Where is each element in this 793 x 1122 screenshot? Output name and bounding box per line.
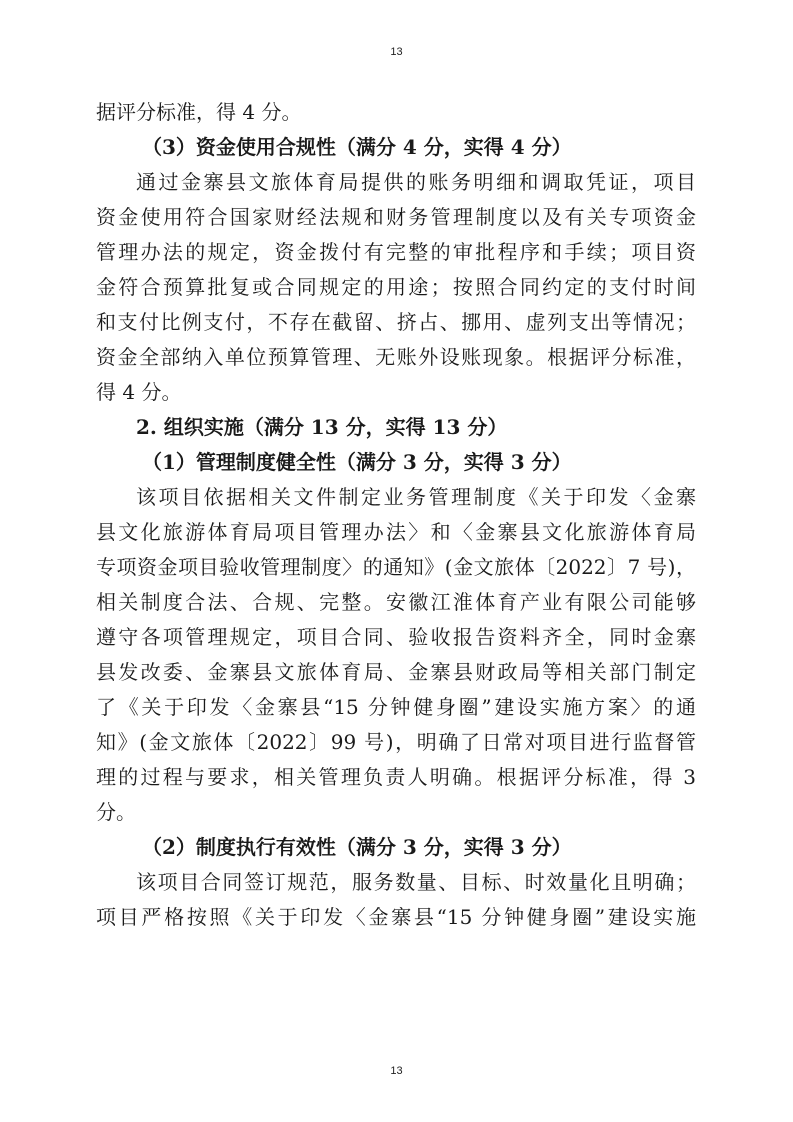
section-heading: （2）制度执行有效性（满分 3 分，实得 3 分） bbox=[142, 835, 572, 859]
paragraph-line: 了《关于印发〈金寨县“15 分钟健身圈”建设实施方案〉的通 bbox=[96, 695, 696, 719]
section-heading: 2. 组织实施（满分 13 分，实得 13 分） bbox=[136, 415, 508, 439]
section-heading: （3）资金使用合规性（满分 4 分，实得 4 分） bbox=[142, 135, 572, 159]
page-number-top: 13 bbox=[390, 46, 403, 58]
paragraph-line: 金符合预算批复或合同规定的用途；按照合同约定的支付时间 bbox=[96, 275, 696, 299]
paragraph-line: 资金全部纳入单位预算管理、无账外设账现象。根据评分标准， bbox=[96, 345, 696, 369]
paragraph-line: 得 4 分。 bbox=[96, 380, 182, 404]
paragraph-line: 和支付比例支付，不存在截留、挤占、挪用、虚列支出等情况； bbox=[96, 310, 696, 334]
paragraph-line: 资金使用符合国家财经法规和财务管理制度以及有关专项资金 bbox=[96, 205, 696, 229]
paragraph-line: 通过金寨县文旅体育局提供的账务明细和调取凭证，项目 bbox=[136, 170, 696, 194]
paragraph-line: 该项目依据相关文件制定业务管理制度《关于印发〈金寨 bbox=[136, 485, 696, 509]
section-heading: （1）管理制度健全性（满分 3 分，实得 3 分） bbox=[142, 450, 572, 474]
paragraph-line: 专项资金项目验收管理制度〉的通知》(金文旅体〔2022〕7 号)， bbox=[96, 555, 696, 579]
paragraph-line: 项目严格按照《关于印发〈金寨县“15 分钟健身圈”建设实施 bbox=[96, 905, 696, 929]
paragraph-line: 县文化旅游体育局项目管理办法〉和〈金寨县文化旅游体育局 bbox=[96, 520, 696, 544]
paragraph-line: 管理办法的规定，资金拨付有完整的审批程序和手续；项目资 bbox=[96, 240, 696, 264]
paragraph-line: 相关制度合法、合规、完整。安徽江淮体育产业有限公司能够 bbox=[96, 590, 696, 614]
paragraph-line: 据评分标准，得 4 分。 bbox=[96, 100, 302, 124]
paragraph-line: 县发改委、金寨县文旅体育局、金寨县财政局等相关部门制定 bbox=[96, 660, 696, 684]
paragraph-line: 该项目合同签订规范，服务数量、目标、时效量化且明确； bbox=[136, 870, 696, 894]
paragraph-line: 分。 bbox=[96, 800, 136, 824]
document-body bbox=[96, 95, 696, 935]
page-number-bottom: 13 bbox=[390, 1065, 403, 1077]
paragraph-line: 遵守各项管理规定，项目合同、验收报告资料齐全，同时金寨 bbox=[96, 625, 696, 649]
paragraph-line: 知》(金文旅体〔2022〕99 号)，明确了日常对项目进行监督管 bbox=[96, 730, 696, 754]
paragraph-line: 理的过程与要求，相关管理负责人明确。根据评分标准，得 3 bbox=[96, 765, 696, 789]
